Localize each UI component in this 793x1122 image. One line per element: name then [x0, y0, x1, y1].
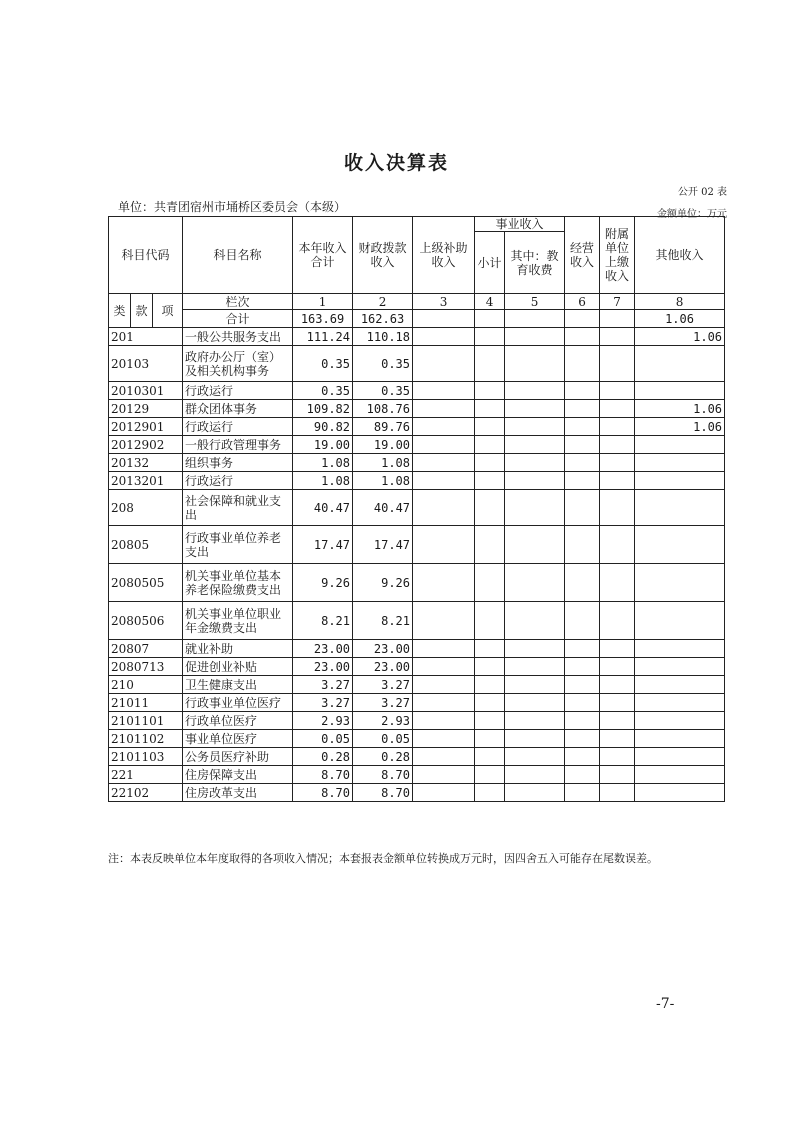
row-other: [635, 748, 725, 766]
row-total: 0.28: [293, 748, 353, 766]
row-total: 109.82: [293, 400, 353, 418]
row-upper: [413, 748, 475, 766]
row-total: 19.00: [293, 436, 353, 454]
row-career-edu: [505, 784, 565, 802]
table-row: [109, 784, 725, 802]
row-career-edu: [505, 400, 565, 418]
row-fiscal: 0.05: [353, 730, 413, 748]
row-name: 群众团体事务: [183, 400, 293, 418]
table-row: [109, 436, 725, 454]
row-career-subtotal: [475, 766, 505, 784]
row-career-subtotal: [475, 346, 505, 382]
header-upper: 上级补助收入: [413, 217, 475, 294]
row-operating: [565, 418, 600, 436]
row-code: 2080505: [109, 564, 183, 602]
row-affiliated: [600, 472, 635, 490]
row-name: 组织事务: [183, 454, 293, 472]
row-fiscal: 8.70: [353, 766, 413, 784]
row-code: 2101101: [109, 712, 183, 730]
row-career-edu: [505, 766, 565, 784]
row-operating: [565, 602, 600, 640]
row-career-subtotal: [475, 784, 505, 802]
row-upper: [413, 346, 475, 382]
total-label: 合计: [183, 310, 293, 328]
row-fiscal: 1.08: [353, 454, 413, 472]
row-fiscal: 3.27: [353, 694, 413, 712]
total-other: 1.06: [635, 310, 725, 328]
header-name: 科目名称: [183, 217, 293, 294]
row-total: 111.24: [293, 328, 353, 346]
row-code: 2080713: [109, 658, 183, 676]
table-header: [109, 217, 725, 328]
row-other: [635, 436, 725, 454]
row-fiscal: 89.76: [353, 418, 413, 436]
row-code: 20805: [109, 526, 183, 564]
total-row: [109, 310, 725, 328]
row-total: 8.70: [293, 766, 353, 784]
unit-label: 单位：共青团宿州市埇桥区委员会（本级）: [118, 200, 347, 214]
row-career-edu: [505, 730, 565, 748]
row-affiliated: [600, 784, 635, 802]
row-fiscal: 2.93: [353, 712, 413, 730]
total-income: 163.69: [293, 310, 353, 328]
row-name: 行政运行: [183, 472, 293, 490]
row-career-edu: [505, 490, 565, 526]
row-name: 一般公共服务支出: [183, 328, 293, 346]
row-affiliated: [600, 658, 635, 676]
row-code: 2012901: [109, 418, 183, 436]
table-row: [109, 766, 725, 784]
row-name: 行政单位医疗: [183, 712, 293, 730]
row-operating: [565, 784, 600, 802]
row-code: 208: [109, 490, 183, 526]
row-other: [635, 472, 725, 490]
row-career-subtotal: [475, 658, 505, 676]
table-row: [109, 418, 725, 436]
row-name: 卫生健康支出: [183, 676, 293, 694]
row-name: 公务员医疗补助: [183, 748, 293, 766]
row-career-edu: [505, 748, 565, 766]
row-career-subtotal: [475, 328, 505, 346]
row-affiliated: [600, 328, 635, 346]
row-total: 2.93: [293, 712, 353, 730]
row-total: 17.47: [293, 526, 353, 564]
col-num-7: 7: [600, 294, 635, 310]
row-affiliated: [600, 712, 635, 730]
row-affiliated: [600, 490, 635, 526]
row-career-edu: [505, 346, 565, 382]
table-row: [109, 640, 725, 658]
row-fiscal: 1.08: [353, 472, 413, 490]
row-affiliated: [600, 602, 635, 640]
page-title: 收入决算表: [343, 152, 449, 174]
row-other: [635, 346, 725, 382]
row-upper: [413, 676, 475, 694]
row-code: 221: [109, 766, 183, 784]
row-operating: [565, 526, 600, 564]
row-affiliated: [600, 694, 635, 712]
row-career-subtotal: [475, 436, 505, 454]
income-settlement-table: [108, 216, 725, 802]
table-row: [109, 602, 725, 640]
row-upper: [413, 694, 475, 712]
row-career-edu: [505, 418, 565, 436]
row-other: [635, 602, 725, 640]
table-row: [109, 400, 725, 418]
row-other: 1.06: [635, 400, 725, 418]
row-career-subtotal: [475, 526, 505, 564]
table-row: [109, 712, 725, 730]
row-affiliated: [600, 730, 635, 748]
row-fiscal: 23.00: [353, 640, 413, 658]
header-code: 科目代码: [109, 217, 183, 294]
total-fiscal: 162.63: [353, 310, 413, 328]
row-total: 8.70: [293, 784, 353, 802]
row-upper: [413, 418, 475, 436]
row-total: 8.21: [293, 602, 353, 640]
row-affiliated: [600, 676, 635, 694]
row-total: 0.35: [293, 382, 353, 400]
row-career-subtotal: [475, 564, 505, 602]
row-code: 20807: [109, 640, 183, 658]
row-total: 23.00: [293, 640, 353, 658]
row-fiscal: 19.00: [353, 436, 413, 454]
row-career-subtotal: [475, 418, 505, 436]
row-upper: [413, 454, 475, 472]
row-other: [635, 712, 725, 730]
row-career-edu: [505, 694, 565, 712]
row-career-subtotal: [475, 490, 505, 526]
row-name: 就业补助: [183, 640, 293, 658]
row-other: [635, 730, 725, 748]
table-row: [109, 748, 725, 766]
row-fiscal: 0.35: [353, 346, 413, 382]
row-career-edu: [505, 328, 565, 346]
row-upper: [413, 766, 475, 784]
row-career-subtotal: [475, 730, 505, 748]
row-affiliated: [600, 454, 635, 472]
row-operating: [565, 564, 600, 602]
header-total: 本年收入合计: [293, 217, 353, 294]
row-name: 一般行政管理事务: [183, 436, 293, 454]
row-code: 2010301: [109, 382, 183, 400]
row-other: [635, 526, 725, 564]
row-fiscal: 9.26: [353, 564, 413, 602]
row-code: 2101102: [109, 730, 183, 748]
row-operating: [565, 400, 600, 418]
row-career-subtotal: [475, 640, 505, 658]
row-operating: [565, 730, 600, 748]
row-fiscal: 3.27: [353, 676, 413, 694]
row-upper: [413, 784, 475, 802]
table-row: [109, 328, 725, 346]
col-num-6: 6: [565, 294, 600, 310]
row-name: 住房改革支出: [183, 784, 293, 802]
row-operating: [565, 748, 600, 766]
row-name: 促进创业补贴: [183, 658, 293, 676]
row-other: [635, 694, 725, 712]
row-affiliated: [600, 748, 635, 766]
row-fiscal: 0.35: [353, 382, 413, 400]
col-num-5: 5: [505, 294, 565, 310]
row-affiliated: [600, 346, 635, 382]
row-affiliated: [600, 766, 635, 784]
row-total: 3.27: [293, 676, 353, 694]
header-operating: 经营收入: [565, 217, 600, 294]
row-fiscal: 0.28: [353, 748, 413, 766]
header-xiang: 项: [153, 294, 183, 328]
row-name: 行政事业单位养老支出: [183, 526, 293, 564]
row-career-subtotal: [475, 472, 505, 490]
row-name: 行政运行: [183, 382, 293, 400]
row-career-subtotal: [475, 602, 505, 640]
row-operating: [565, 436, 600, 454]
row-affiliated: [600, 526, 635, 564]
row-upper: [413, 526, 475, 564]
row-code: 2012902: [109, 436, 183, 454]
row-affiliated: [600, 382, 635, 400]
row-total: 0.35: [293, 346, 353, 382]
header-fiscal: 财政拨款收入: [353, 217, 413, 294]
row-operating: [565, 490, 600, 526]
row-career-subtotal: [475, 400, 505, 418]
header-lei: 类: [109, 294, 131, 328]
row-upper: [413, 640, 475, 658]
row-code: 22102: [109, 784, 183, 802]
row-name: 事业单位医疗: [183, 730, 293, 748]
row-other: [635, 784, 725, 802]
page-number: -7-: [656, 996, 675, 1012]
row-other: [635, 766, 725, 784]
row-career-edu: [505, 526, 565, 564]
row-operating: [565, 472, 600, 490]
table-row: [109, 676, 725, 694]
table-row: [109, 526, 725, 564]
row-upper: [413, 658, 475, 676]
row-code: 2013201: [109, 472, 183, 490]
row-name: 机关事业单位职业年金缴费支出: [183, 602, 293, 640]
col-num-3: 3: [413, 294, 475, 310]
row-affiliated: [600, 564, 635, 602]
row-operating: [565, 766, 600, 784]
form-number: 公开 02 表: [677, 187, 727, 198]
row-upper: [413, 730, 475, 748]
row-code: 20132: [109, 454, 183, 472]
table-row: [109, 454, 725, 472]
col-num-1: 1: [293, 294, 353, 310]
row-name: 行政运行: [183, 418, 293, 436]
header-lanci: 栏次: [183, 294, 293, 310]
row-operating: [565, 454, 600, 472]
row-code: 20129: [109, 400, 183, 418]
row-name: 住房保障支出: [183, 766, 293, 784]
row-fiscal: 40.47: [353, 490, 413, 526]
row-career-edu: [505, 436, 565, 454]
row-operating: [565, 694, 600, 712]
row-name: 政府办公厅（室）及相关机构事务: [183, 346, 293, 382]
row-fiscal: 17.47: [353, 526, 413, 564]
footnote: 注：本表反映单位本年度取得的各项收入情况；本套报表金额单位转换成万元时，因四舍五入可能存在尾数误差。: [108, 852, 658, 865]
row-other: 1.06: [635, 328, 725, 346]
row-operating: [565, 676, 600, 694]
header-edu: 其中：教育收费: [505, 232, 565, 294]
row-operating: [565, 346, 600, 382]
table-row: [109, 730, 725, 748]
row-operating: [565, 712, 600, 730]
row-total: 0.05: [293, 730, 353, 748]
table-body: [109, 328, 725, 802]
row-affiliated: [600, 640, 635, 658]
row-name: 行政事业单位医疗: [183, 694, 293, 712]
row-fiscal: 8.21: [353, 602, 413, 640]
row-affiliated: [600, 418, 635, 436]
table-row: [109, 694, 725, 712]
table-row: [109, 564, 725, 602]
row-total: 9.26: [293, 564, 353, 602]
row-career-edu: [505, 676, 565, 694]
row-upper: [413, 382, 475, 400]
row-total: 23.00: [293, 658, 353, 676]
row-code: 20103: [109, 346, 183, 382]
row-career-edu: [505, 454, 565, 472]
row-other: [635, 564, 725, 602]
row-other: 1.06: [635, 418, 725, 436]
row-other: [635, 676, 725, 694]
row-total: 1.08: [293, 472, 353, 490]
row-upper: [413, 472, 475, 490]
amount-unit-label: 金额单位：万元: [657, 209, 727, 220]
row-upper: [413, 712, 475, 730]
row-other: [635, 658, 725, 676]
col-num-2: 2: [353, 294, 413, 310]
row-total: 40.47: [293, 490, 353, 526]
table-row: [109, 658, 725, 676]
row-affiliated: [600, 436, 635, 454]
row-operating: [565, 658, 600, 676]
col-num-4: 4: [475, 294, 505, 310]
row-code: 210: [109, 676, 183, 694]
table-row: [109, 490, 725, 526]
row-code: 2080506: [109, 602, 183, 640]
header-career: 事业收入: [475, 217, 565, 232]
row-career-edu: [505, 472, 565, 490]
header-other: 其他收入: [635, 217, 725, 294]
col-num-8: 8: [635, 294, 725, 310]
row-career-edu: [505, 564, 565, 602]
row-career-subtotal: [475, 694, 505, 712]
row-upper: [413, 490, 475, 526]
row-upper: [413, 564, 475, 602]
row-career-edu: [505, 712, 565, 730]
row-fiscal: 108.76: [353, 400, 413, 418]
row-other: [635, 640, 725, 658]
row-upper: [413, 602, 475, 640]
row-career-edu: [505, 658, 565, 676]
row-other: [635, 490, 725, 526]
table-row: [109, 346, 725, 382]
row-code: 21011: [109, 694, 183, 712]
row-career-subtotal: [475, 748, 505, 766]
row-other: [635, 454, 725, 472]
row-career-subtotal: [475, 454, 505, 472]
row-fiscal: 23.00: [353, 658, 413, 676]
row-career-edu: [505, 602, 565, 640]
row-total: 90.82: [293, 418, 353, 436]
row-total: 3.27: [293, 694, 353, 712]
header-subtotal: 小计: [475, 232, 505, 294]
header-kuan: 款: [131, 294, 153, 328]
row-total: 1.08: [293, 454, 353, 472]
row-operating: [565, 328, 600, 346]
table-row: [109, 382, 725, 400]
row-code: 201: [109, 328, 183, 346]
row-career-edu: [505, 640, 565, 658]
row-career-subtotal: [475, 712, 505, 730]
row-career-edu: [505, 382, 565, 400]
row-name: 机关事业单位基本养老保险缴费支出: [183, 564, 293, 602]
row-fiscal: 110.18: [353, 328, 413, 346]
row-upper: [413, 400, 475, 418]
row-operating: [565, 640, 600, 658]
row-operating: [565, 382, 600, 400]
row-name: 社会保障和就业支出: [183, 490, 293, 526]
row-fiscal: 8.70: [353, 784, 413, 802]
header-affiliated: 附属单位上缴收入: [600, 217, 635, 294]
row-affiliated: [600, 400, 635, 418]
table-row: [109, 472, 725, 490]
row-code: 2101103: [109, 748, 183, 766]
row-other: [635, 382, 725, 400]
row-career-subtotal: [475, 382, 505, 400]
row-career-subtotal: [475, 676, 505, 694]
row-upper: [413, 328, 475, 346]
row-upper: [413, 436, 475, 454]
